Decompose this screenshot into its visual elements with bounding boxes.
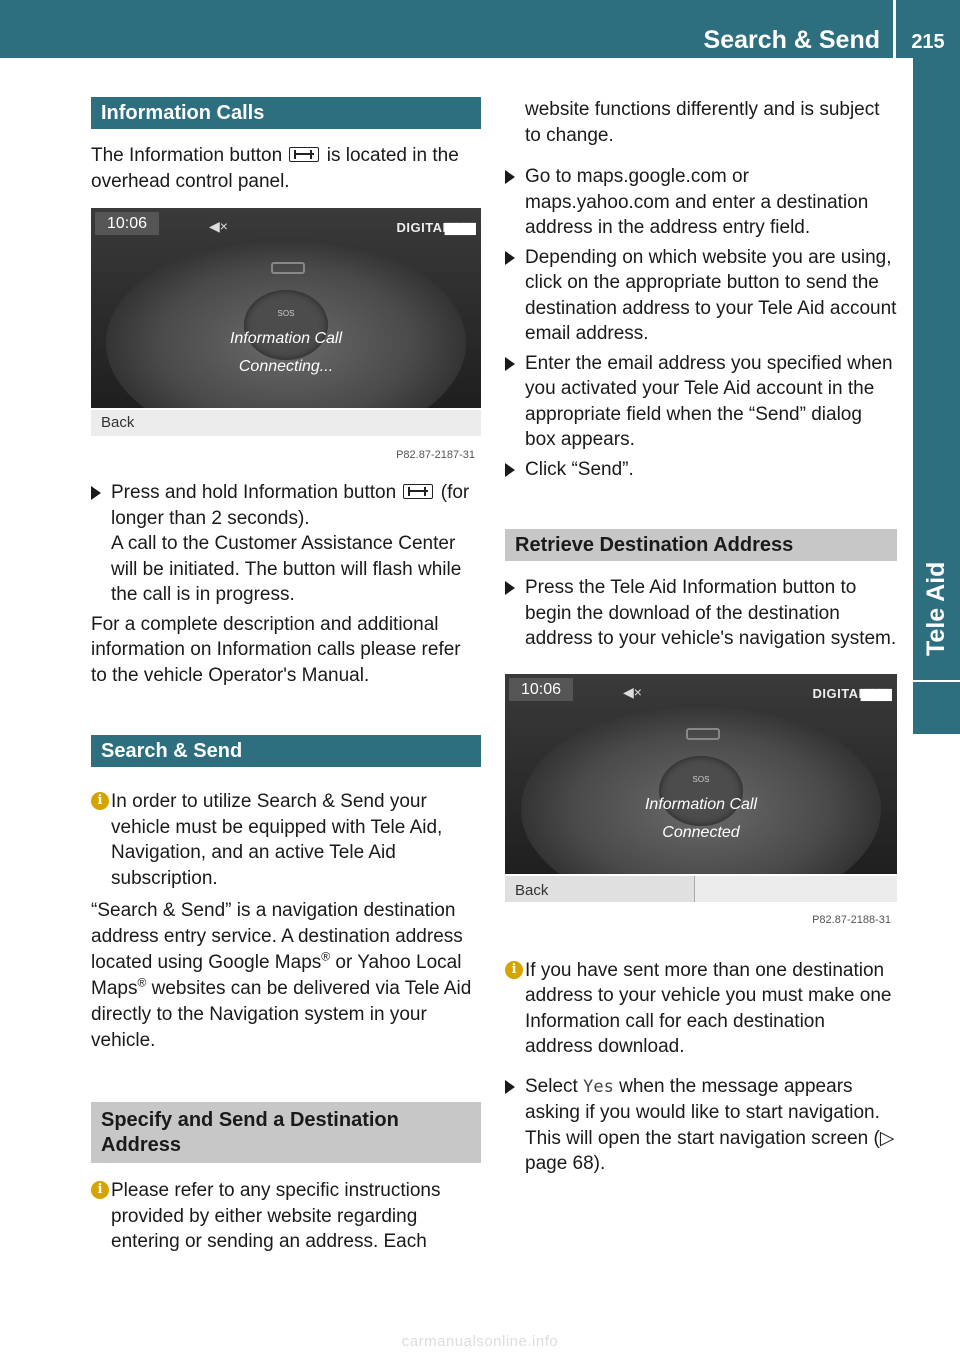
section-heading-specify: Specify and Send a Destination Address: [91, 1102, 481, 1163]
figure-reference: P82.87-2188-31: [812, 914, 891, 926]
section-heading-information-calls: Information Calls: [91, 97, 481, 129]
mute-icon: ◀×: [623, 683, 642, 700]
step-arrow-icon: [505, 581, 515, 595]
right-column: [505, 97, 897, 1181]
back-button[interactable]: Back: [101, 414, 135, 431]
call-status: Connecting...: [238, 358, 334, 375]
step-arrow-icon: [505, 357, 515, 371]
info-note-requirements: [91, 789, 481, 891]
radio-label: DIGITAL: [812, 685, 867, 701]
sos-label: SOS: [277, 309, 295, 318]
step-arrow-icon: [91, 486, 101, 500]
info-icon: i: [505, 961, 523, 979]
display: [91, 208, 481, 408]
screenshot-connected: [505, 674, 897, 934]
step-text: Enter the email address you specified when you activated your Tele Aid account in the appropriate field when the “Send” dialog box appears.: [525, 352, 893, 450]
back-bar: [91, 410, 481, 436]
info-text: In order to utilize Search & Send your vehicle must be equipped with Tele Aid, Navigation, and an active Tele Aid subscription.: [111, 791, 443, 889]
intro-paragraph: [91, 143, 481, 194]
step-enter-email: [505, 351, 897, 453]
step-result: A call to the Customer Assistance Center will be initiated. The button will flash while the call is in progress.: [111, 533, 462, 605]
operator-manual-note: For a complete description and additional information on Information calls please refer to the vehicle Operator's Manual.: [91, 613, 461, 686]
step-arrow-icon: [505, 1080, 515, 1094]
section-heading-retrieve: Retrieve Destination Address: [505, 529, 897, 561]
step-arrow-icon: [505, 463, 515, 477]
radio-label: DIGITAL: [396, 220, 451, 235]
mute-icon: ◀×: [209, 218, 228, 234]
body-text-1: “Search & Send” is a navigation destination address entry service. A destination address located using Google Maps: [91, 900, 463, 973]
info-note-website: [91, 1178, 481, 1255]
step-press-tele-aid: [505, 575, 897, 652]
step-arrow-icon: [505, 251, 515, 265]
screenshot-connecting: [91, 208, 481, 468]
step-text: Click “Send”.: [525, 458, 634, 480]
step-press-hold: [91, 480, 481, 608]
step-click-send: [505, 457, 897, 483]
registered-mark: ®: [137, 975, 147, 990]
call-title: Information Call: [229, 330, 343, 347]
clock: 10:06: [95, 212, 159, 235]
side-tab: [913, 58, 960, 680]
page-number: 215: [911, 31, 945, 53]
back-button[interactable]: [505, 876, 695, 902]
step-text-end: when the message appears asking if you would like to start navigation. This will open the start navigation screen (▷ page 68).: [525, 1075, 895, 1174]
back-label: Back: [515, 881, 549, 899]
section-heading-search-send: Search & Send: [91, 735, 481, 767]
sos-label: SOS: [692, 774, 710, 784]
signal-icon: █████: [444, 224, 475, 235]
left-column: [91, 97, 481, 1262]
call-status: Connected: [662, 823, 740, 841]
step-go-to-maps: [505, 164, 897, 241]
side-tab-label: Tele Aid: [921, 561, 950, 656]
info-icon: i: [91, 792, 109, 810]
step-select-yes: [505, 1074, 897, 1177]
intro-text-end: is located in the overhead control panel.: [91, 145, 459, 192]
display: [505, 674, 897, 874]
body-text-3: websites can be delivered via Tele Aid directly to the Navigation system in your vehicle.: [91, 978, 472, 1051]
header-title: Search & Send: [703, 26, 880, 54]
footer-watermark: carmanualsonline.info: [401, 1333, 559, 1350]
yes-option: Yes: [583, 1076, 614, 1097]
info-text: If you have sent more than one destination address to your vehicle you must make one Information call for each destination address download.: [525, 959, 892, 1057]
step-click-send-button: [505, 245, 897, 347]
intro-text: The Information button: [91, 145, 283, 166]
step-text: Press and hold Information button: [111, 482, 397, 503]
step-text: Go to maps.google.com or maps.yahoo.com and enter a destination address in the address entry field.: [525, 166, 869, 238]
back-bar: [505, 876, 897, 902]
status-bar: [505, 674, 897, 706]
info-icon: i: [91, 1181, 109, 1199]
registered-mark: ®: [321, 949, 331, 964]
side-tab-marker: [913, 682, 960, 734]
page-header: [0, 0, 960, 58]
clock: 10:06: [509, 678, 573, 701]
figure-reference: P82.87-2187-31: [396, 448, 475, 461]
information-button-icon: [403, 484, 433, 499]
step-arrow-icon: [505, 170, 515, 184]
step-text: Select: [525, 1075, 584, 1097]
step-text: Press the Tele Aid Information button to begin the download of the destination address to your vehicle's navigation system.: [525, 577, 897, 649]
slot-icon: [686, 728, 720, 740]
step-text: Depending on which website you are using, click on the appropriate button to send the destination address to your Tele Aid account email address.: [525, 246, 897, 344]
call-title: Information Call: [644, 795, 758, 813]
info-text: Please refer to any specific instructions provided by either website regarding entering or sending an address. Each: [111, 1180, 441, 1252]
info-note-multiple: [505, 958, 897, 1060]
signal-icon: █████: [860, 689, 891, 701]
information-button-icon: [289, 147, 319, 162]
status-bar: [91, 208, 481, 240]
slot-icon: [271, 262, 305, 274]
continued-text: website functions differently and is subject to change.: [525, 99, 880, 146]
body-text-2: or Yahoo Local Maps: [91, 952, 462, 999]
step-text-end: (for longer than 2 seconds).: [111, 482, 470, 529]
search-send-description: [91, 898, 481, 1054]
